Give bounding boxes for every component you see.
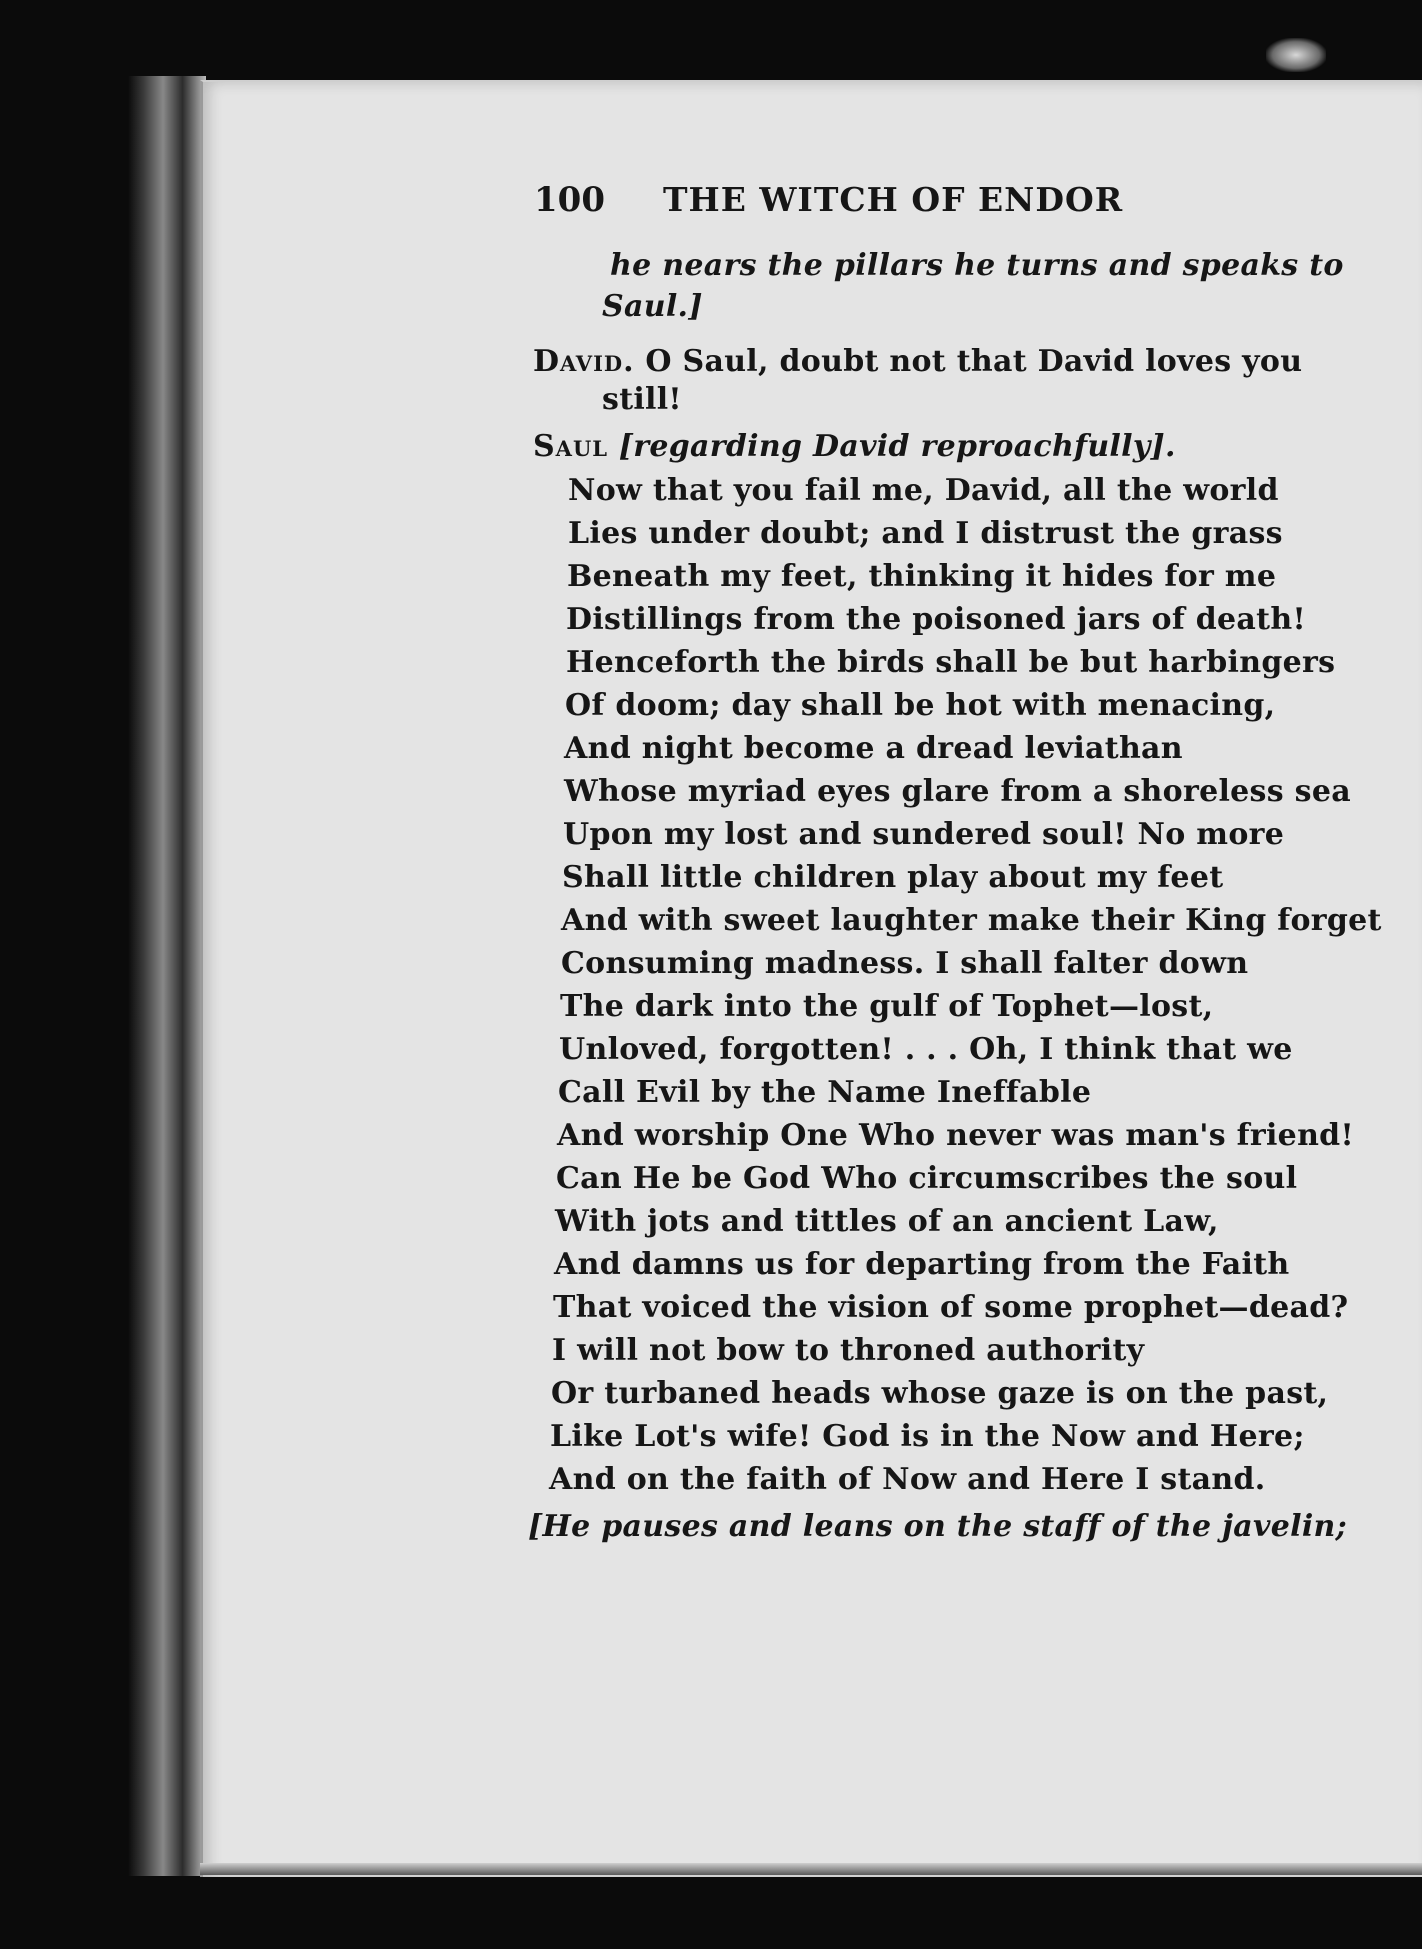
stage-direction-line: Saul.] (602, 289, 703, 324)
verse-line: That voiced the vision of some prophet—dead? (553, 1290, 1349, 1325)
stage-direction-line: he nears the pillars he turns and speaks to (610, 248, 1344, 283)
verse-line: I will not bow to throned authority (552, 1333, 1145, 1368)
verse-line: Shall little children play about my feet (562, 860, 1224, 895)
verse-line: Lies under doubt; and I distrust the grass (568, 516, 1283, 551)
verse-line: Or turbaned heads whose gaze is on the past, (551, 1376, 1329, 1411)
running-head (534, 178, 1123, 228)
verse-line: Call Evil by the Name Ineffable (558, 1075, 1092, 1110)
speech-line (533, 342, 1302, 382)
verse-line: And damns us for departing from the Faith (554, 1247, 1290, 1282)
speech-text: O Saul, doubt not that David loves you (645, 344, 1303, 379)
book-binding-edge (128, 76, 206, 1876)
verse-line: Can He be God Who circumscribes the soul (556, 1161, 1298, 1196)
stage-direction-line: [He pauses and leans on the staff of the javelin; (528, 1509, 1348, 1544)
verse-line: And worship One Who never was man's friend! (557, 1118, 1354, 1153)
scan-artifact (1266, 38, 1326, 72)
speech-line: still! (602, 382, 682, 417)
verse-line: Henceforth the birds shall be but harbingers (566, 645, 1336, 680)
verse-line: And on the faith of Now and Here I stand. (549, 1462, 1266, 1497)
verse-line: The dark into the gulf of Tophet—lost, (560, 989, 1214, 1024)
verse-line: Upon my lost and sundered soul! No more (563, 817, 1285, 852)
verse-line: Whose myriad eyes glare from a shoreless sea (564, 774, 1351, 809)
verse-line: Beneath my feet, thinking it hides for me (567, 559, 1277, 594)
page-number: 100 (534, 180, 605, 220)
page-bottom-edge (200, 1863, 1422, 1875)
book-title: THE WITCH OF ENDOR (662, 180, 1124, 219)
verse-line: Distillings from the poisoned jars of death! (566, 602, 1306, 637)
verse-line: Now that you fail me, David, all the world (568, 473, 1279, 508)
verse-line: With jots and tittles of an ancient Law, (555, 1204, 1219, 1239)
speaker-name: David. (533, 344, 635, 379)
verse-line: Like Lot's wife! God is in the Now and Here; (550, 1419, 1305, 1454)
verse-line: Unloved, forgotten! . . . Oh, I think that we (559, 1032, 1293, 1067)
speaker-name: Saul (533, 429, 609, 464)
verse-line: Of doom; day shall be hot with menacing, (565, 688, 1276, 723)
verse-line: And with sweet laughter make their King forget (561, 903, 1382, 938)
speech-line (533, 427, 1176, 467)
verse-line: And night become a dread leviathan (564, 731, 1183, 766)
stage-direction: [regarding David reproachfully]. (618, 429, 1176, 464)
verse-line: Consuming madness. I shall falter down (561, 946, 1249, 981)
